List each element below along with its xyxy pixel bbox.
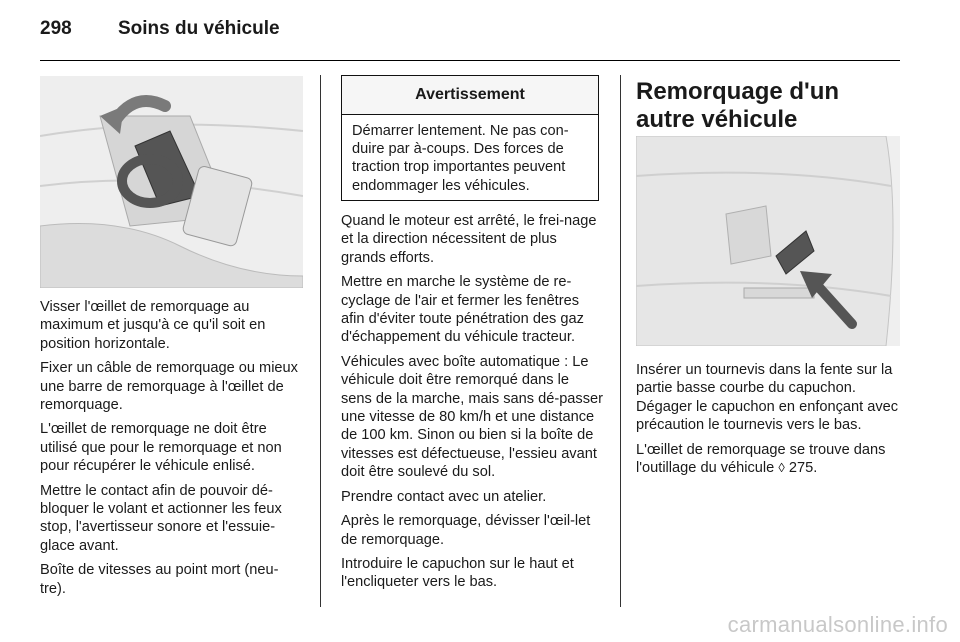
column-divider-2 [620, 75, 621, 607]
paragraph: Fixer un câble de remorquage ou mieux une barre de remorquage à l'œillet de remorquage. [40, 360, 298, 414]
paragraph: Boîte de vitesses au point mort (neu-tre). [40, 562, 279, 597]
column-1 [40, 298, 304, 604]
paragraph: Véhicules avec boîte automatique : Le véhicule doit être remorqué dans le sens de la marche, mais sans dé-passer une vitesse de 80 km/h et une distance de 100 km. Sinon ou bien si la boîte de vitesses est défectueuse, l'essieu avant doit être soulevé du sol. [341, 353, 603, 481]
paragraph: Visser l'œillet de remorquage au maximum et jusqu'à ce qu'il soit en position horizontale. [40, 299, 266, 352]
warning-box [341, 75, 599, 201]
column-2 [341, 212, 603, 598]
watermark: carmanualsonline.info [727, 612, 948, 637]
page-title: Soins du véhicule [118, 18, 280, 39]
paragraph: Après le remorquage, dévisser l'œil-let de remorquage. [341, 513, 591, 548]
paragraph: Quand le moteur est arrêté, le frei-nage et la direction nécessitent de plus grands efforts. [341, 213, 597, 266]
header-divider [40, 60, 900, 61]
bumper-cap-illustration [636, 136, 900, 346]
page-number: 298 [40, 18, 72, 39]
paragraph: Insérer un tournevis dans la fente sur la partie basse courbe du capuchon. Dégager le capuchon en enfonçant avec précaution le tournevis vers le bas. [636, 362, 899, 434]
page-reference-link[interactable]: 275. [788, 460, 818, 477]
warning-text: Démarrer lentement. Ne pas con-duire par à-coups. Des forces de traction trop importantes peuvent endommager les véhicules. [352, 123, 569, 194]
warning-title: Avertissement [342, 76, 598, 115]
paragraph-with-reference [636, 441, 902, 478]
towing-eye-drawing [40, 76, 303, 288]
paragraph: Prendre contact avec un atelier. [341, 488, 547, 505]
column-divider-1 [320, 75, 321, 607]
page-reference-icon: ◊ [778, 460, 785, 476]
paragraph: L'œillet de remorquage ne doit être utilisé que pour le remorquage et non pour récupérer le véhicule enlisé. [40, 421, 282, 475]
paragraph: Mettre le contact afin de pouvoir dé-bloquer le volant et actionner les feux stop, l'avertisseur sonore et l'essuie-glace avant. [40, 482, 282, 554]
column-3 [636, 361, 902, 483]
paragraph: Mettre en marche le système de re-cyclage de l'air et fermer les fenêtres afin d'éviter toute pénétration des gaz d'échappement du véhicule tracteur. [341, 274, 584, 346]
page-header [40, 18, 900, 52]
paragraph-text: L'œillet de remorquage se trouve dans l'outillage du véhicule [636, 441, 886, 477]
section-heading: Remorquage d'un autre véhicule [636, 78, 840, 133]
towing-eye-illustration [40, 76, 303, 288]
paragraph: Introduire le capuchon sur le haut et l'encliqueter vers le bas. [341, 555, 574, 591]
bumper-cap-drawing [636, 136, 900, 346]
